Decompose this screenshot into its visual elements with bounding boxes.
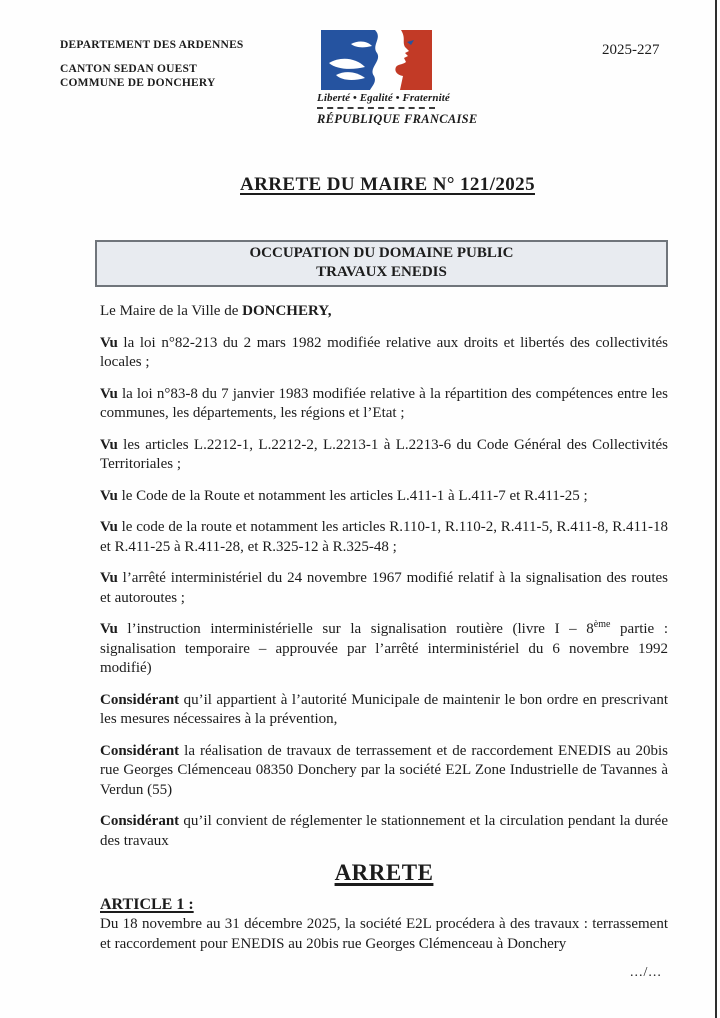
clause-text-part: l’instruction interministérielle sur la signalisation routière (livre I – 8 bbox=[117, 621, 594, 637]
clause-text-part: qu’il convient de réglementer le stationnement et la circulation pendant la durée des travaux bbox=[100, 813, 668, 849]
clause-lead-word: Vu bbox=[100, 334, 118, 351]
clause-lead-word: Considérant bbox=[100, 742, 180, 759]
clause-text bbox=[100, 437, 668, 473]
country-name: RÉPUBLIQUE FRANCAISE bbox=[317, 112, 478, 126]
clause-text-part: la loi n°82-213 du 2 mars 1982 modifiée relative aux droits et libertés des collectivités locales ; bbox=[100, 334, 668, 370]
clause-text-part: partie : signalisation temporaire – approuvée par l’arrêté interministériel du 6 novembre 1992 modifié) bbox=[100, 621, 668, 676]
clause-text bbox=[100, 335, 668, 371]
subject-line-1: OCCUPATION DU DOMAINE PUBLIC bbox=[249, 245, 514, 261]
clause-paragraph bbox=[100, 487, 668, 507]
clause-text bbox=[100, 570, 668, 606]
clause-text bbox=[100, 386, 668, 422]
clause-text bbox=[118, 488, 588, 504]
article-text: Du 18 novembre au 31 décembre 2025, la société E2L procédera à des travaux : terrassement et raccordement pour ENEDIS au 20bis rue Georges Clémenceau à Donchery bbox=[100, 916, 668, 952]
clause-paragraph bbox=[100, 569, 668, 608]
clause-paragraph bbox=[100, 620, 668, 679]
clause-paragraph bbox=[100, 691, 668, 730]
decree-heading: ARRETE bbox=[334, 860, 434, 885]
subject-box bbox=[95, 240, 668, 287]
clause-text-part: qu’il appartient à l’autorité Municipale de maintenir le bon ordre en prescrivant les mesures nécessaires à la prévention, bbox=[100, 691, 668, 727]
continuation-mark: .../... bbox=[630, 965, 662, 980]
motto-divider bbox=[317, 107, 435, 109]
republique-francaise-logo bbox=[317, 30, 478, 127]
articles-section bbox=[100, 895, 668, 955]
clause-text bbox=[100, 519, 668, 555]
canton-name: CANTON SEDAN OUEST bbox=[60, 63, 197, 75]
clause-paragraph bbox=[100, 334, 668, 373]
clauses-section bbox=[100, 334, 668, 852]
clause-paragraph bbox=[100, 385, 668, 424]
clause-paragraph bbox=[100, 518, 668, 557]
reference-number: 2025-227 bbox=[602, 42, 660, 58]
clause-lead-word: Considérant bbox=[100, 691, 180, 708]
clause-text bbox=[100, 813, 668, 849]
clause-text-part: la réalisation de travaux de terrassement et de raccordement ENEDIS au 20bis rue Georges Clémenceau 08350 Donchery par la société E2L Zone Industrielle de Tavannes à Verdun (55) bbox=[100, 742, 668, 798]
motto-text: Liberté • Egalité • Fraternité bbox=[317, 92, 450, 104]
department-name: DEPARTEMENT DES ARDENNES bbox=[60, 39, 244, 51]
clause-text-part: le Code de la Route et notamment les articles L.411-1 à L.411-7 et R.411-25 ; bbox=[117, 487, 588, 504]
clause-lead-word: Vu bbox=[100, 570, 118, 586]
commune-name: COMMUNE DE DONCHERY bbox=[60, 77, 216, 89]
clause-lead-word: Vu bbox=[100, 436, 118, 453]
article bbox=[100, 895, 668, 955]
clause-text bbox=[100, 743, 668, 798]
clause-text-part: les articles L.2212-1, L.2212-2, L.2213-1 à L.2213-6 du Code Général des Collectivités Territoriales ; bbox=[100, 436, 668, 472]
clause-lead-word: Vu bbox=[100, 385, 118, 402]
document-title: ARRETE DU MAIRE N° 121/2025 bbox=[240, 174, 535, 195]
clause-text-part: la loi n°83-8 du 7 janvier 1983 modifiée relative à la répartition des compétences entre les communes, les départements, les régions et l’Etat ; bbox=[100, 385, 668, 421]
clause-paragraph bbox=[100, 742, 668, 801]
document-body bbox=[100, 302, 668, 954]
clause-paragraph bbox=[100, 436, 668, 475]
clause-text bbox=[100, 621, 668, 676]
intro-paragraph bbox=[100, 302, 668, 322]
intro-commune-name: DONCHERY, bbox=[242, 303, 332, 319]
clause-lead-word: Vu bbox=[100, 621, 118, 637]
intro-text: Le Maire de la Ville de bbox=[100, 303, 243, 319]
superscript-text: ème bbox=[593, 619, 611, 630]
article-heading: ARTICLE 1 : bbox=[100, 895, 194, 913]
clause-text-part: l’arrêté interministériel du 24 novembre 1967 modifié relatif à la signalisation des routes et autoroutes ; bbox=[100, 570, 668, 606]
scan-edge-line bbox=[715, 0, 717, 1018]
clause-lead-word: Vu bbox=[100, 519, 118, 535]
marianne-flag-icon bbox=[321, 30, 432, 90]
clause-text-part: le code de la route et notamment les articles R.110-1, R.110-2, R.411-5, R.411-8, R.411-18 et R.411-25 à R.411-28, et R.325-12 à R.325-48 ; bbox=[100, 519, 668, 555]
subject-line-2: TRAVAUX ENEDIS bbox=[316, 264, 447, 280]
clause-text bbox=[100, 692, 668, 728]
clause-lead-word: Vu bbox=[100, 487, 118, 504]
issuing-authority-block bbox=[60, 38, 244, 90]
clause-paragraph bbox=[100, 812, 668, 851]
clause-lead-word: Considérant bbox=[100, 813, 180, 829]
